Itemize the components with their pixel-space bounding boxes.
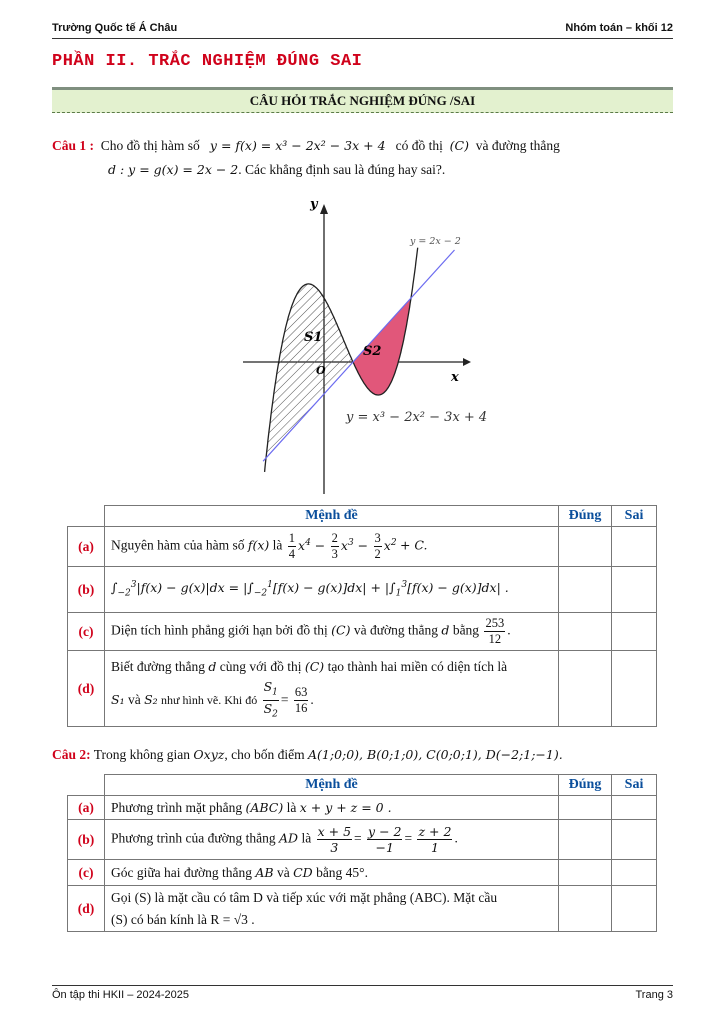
statement-text: Gọi (S) là mặt cầu có tâm D và tiếp xúc với mặt phẳng (ABC). Mặt cầu: [111, 889, 498, 905]
table-row: [68, 860, 657, 886]
false-checkbox-cell[interactable]: [612, 796, 657, 820]
ratio-fraction: $\frac{S_1}{S_2}$: [263, 678, 278, 720]
area-fraction: [484, 616, 505, 647]
row-label: (b): [68, 567, 105, 613]
table-row: [68, 796, 657, 820]
q2-space: Oxyz: [193, 747, 225, 762]
s1-label: S1: [304, 330, 323, 345]
statement-cell: Phương trình của đường thẳng AD là $\frac{x + 5}{3}$ = $\frac{y - 2}{-1}$ = $\frac{z + 2}{1}$ .: [105, 820, 559, 860]
line-label: y = 2x − 2: [410, 236, 461, 247]
statement-text: và: [127, 691, 141, 707]
line-name: AB: [255, 864, 274, 880]
q1-text-d: . Các khẳng định sau là đúng hay sai?.: [238, 162, 446, 177]
origin-label: O: [316, 364, 326, 377]
table-row: [68, 527, 657, 567]
fraction-numerator: 63: [294, 685, 308, 699]
table-row: [68, 567, 657, 613]
page-header: [52, 20, 673, 38]
true-checkbox-cell[interactable]: [559, 886, 612, 932]
row-label: (b): [68, 820, 105, 860]
q1-function: y = f(x) = x³ − 2x² − 3x + 4: [209, 138, 386, 153]
statement-cell: [105, 860, 559, 886]
section-title: PHẦN II. TRẮC NGHIỆM ĐÚNG SAI: [52, 52, 363, 71]
false-checkbox-cell[interactable]: [612, 613, 657, 651]
plane-equation: x + y + z = 0 .: [299, 799, 392, 815]
x-axis-arrow: [463, 358, 471, 366]
fraction-denominator: 16: [294, 701, 308, 715]
header-divider: [52, 38, 673, 39]
statement-cell: [105, 796, 559, 820]
curve-name: (C): [304, 658, 325, 674]
statement-text: Phương trình mặt phẳng: [111, 799, 243, 815]
true-checkbox-cell[interactable]: [559, 796, 612, 820]
statement-text: là: [286, 799, 297, 815]
school-name: Trường Quốc tế Á Châu: [52, 22, 178, 34]
footer-divider: [52, 985, 673, 986]
question-2-label: Câu 2:: [52, 747, 91, 762]
statement-text: và: [276, 864, 290, 880]
line-name: d: [208, 658, 217, 674]
integral-expression: $\int_{-2}^3|f(x) - g(x)|dx = |\int_{-2}^1[f(x) - g(x)]dx| + |\int_1^3[f(x) - g(x)]dx|$ .: [111, 580, 509, 599]
true-checkbox-cell[interactable]: [559, 527, 612, 567]
true-checkbox-cell[interactable]: [559, 860, 612, 886]
question-1-label: Câu 1 :: [52, 138, 95, 153]
statement-text: Biết đường thẳng: [111, 658, 205, 674]
statement-text: Nguyên hàm của hàm số: [111, 537, 245, 553]
row-label: (a): [68, 796, 105, 820]
fraction: $\frac{2}{3}$: [331, 531, 338, 561]
false-checkbox-cell[interactable]: [612, 527, 657, 567]
footer-course: Ôn tập thi HKII – 2024-2025: [52, 989, 189, 1001]
row-label: (d): [68, 651, 105, 727]
fraction: $\frac{z + 2}{1}$: [418, 824, 452, 855]
statement-text: tạo thành hai miền có diện tích là: [327, 658, 508, 674]
line-name: AD: [279, 830, 299, 846]
statement-text: Phương trình của đường thẳng: [111, 830, 276, 846]
question-1-table: [67, 505, 657, 727]
q1-text-b: có đồ thị: [395, 138, 443, 153]
curve-name: (C): [331, 622, 351, 638]
q2-text-2: , cho bốn điểm: [224, 747, 305, 762]
statement-cell: [105, 886, 559, 932]
section-banner: CÂU HỎI TRẮC NGHIỆM ĐÚNG /SAI: [52, 87, 673, 113]
page-number: Trang 3: [635, 989, 673, 1001]
row-label: (c): [68, 613, 105, 651]
table-row: [68, 651, 657, 727]
statement-text: bằng: [452, 622, 480, 638]
y-axis-label: y: [310, 197, 318, 212]
function-graph: [238, 192, 488, 497]
line-name: d: [441, 622, 450, 638]
page-footer: [52, 989, 673, 1005]
fraction: $\frac{x + 5}{3}$: [317, 824, 352, 855]
statement-text: là: [301, 830, 312, 846]
q2-points: A(1;0;0), B(0;1;0), C(0;0;1), D(−2;1;−1).: [308, 747, 563, 762]
statement-text: (S) có bán kính là R = √3 .: [111, 911, 255, 927]
fraction: $\frac{3}{2}$: [374, 531, 381, 561]
statement-cell: Diện tích hình phẳng giới hạn bởi đồ thị (C) và đường thẳng d bằng $\frac{253}{12}$ .: [105, 613, 559, 651]
q1-text-c: và đường thẳng: [475, 138, 560, 153]
area-s2: S₂: [144, 691, 158, 707]
statement-text: cùng với đồ thị: [219, 658, 302, 674]
q2-text: Trong không gian: [93, 747, 191, 762]
false-checkbox-cell[interactable]: [612, 820, 657, 860]
question-1: [52, 134, 673, 182]
header-statement: Mệnh đề: [105, 775, 559, 796]
statement-cell: Biết đường thẳng d cùng với đồ thị (C) tạo thành hai miền có diện tích là S₁ và S₂ như hình vẽ. Khi đó $\frac{S_1}{S_2}$ = $\frac{63}{16}$ .: [105, 651, 559, 727]
plane-name: (ABC): [245, 799, 284, 815]
true-checkbox-cell[interactable]: [559, 820, 612, 860]
y-axis-arrow: [320, 204, 328, 214]
function-name: f(x): [247, 537, 270, 553]
fraction-denominator: 12: [488, 632, 502, 646]
value-fraction: [294, 685, 309, 716]
statement-text: và đường thẳng: [353, 622, 439, 638]
fraction: $\frac{y - 2}{-1}$: [368, 824, 402, 855]
header-false: Sai: [612, 775, 657, 796]
curve-label: y = x³ − 2x² − 3x + 4: [346, 410, 488, 425]
false-checkbox-cell[interactable]: [612, 567, 657, 613]
line-name: CD: [293, 864, 313, 880]
statement-text: Diện tích hình phẳng giới hạn bởi đồ thị: [111, 622, 328, 638]
header-statement: Mệnh đề: [105, 506, 559, 527]
row-label: (c): [68, 860, 105, 886]
false-checkbox-cell[interactable]: [612, 886, 657, 932]
true-checkbox-cell[interactable]: [559, 567, 612, 613]
true-checkbox-cell[interactable]: [559, 651, 612, 727]
x-axis-label: x: [451, 370, 459, 385]
s2-label: S2: [363, 344, 382, 359]
constant-term: + C.: [399, 537, 428, 553]
fraction: $\frac{1}{4}$: [288, 531, 296, 561]
group-name: Nhóm toán – khối 12: [565, 22, 673, 34]
question-2-table: [67, 774, 657, 932]
table-row: [68, 613, 657, 651]
false-checkbox-cell[interactable]: [612, 651, 657, 727]
q1-line: d : y = g(x) = 2x − 2: [108, 162, 239, 177]
header-true: Đúng: [559, 506, 612, 527]
statement-text: là: [272, 537, 283, 553]
table-row: [68, 820, 657, 860]
q1-text: Cho đồ thị hàm số: [100, 138, 200, 153]
statement-cell: [105, 567, 559, 613]
header-false: Sai: [612, 506, 657, 527]
area-s1: S₁: [111, 691, 125, 707]
question-2: [52, 747, 563, 763]
statement-text: Góc giữa hai đường thẳng: [111, 864, 252, 880]
statement-cell: Nguyên hàm của hàm số f(x) là $\frac{1}{4}$ $x^4$ − $\frac{2}{3}$ $x^3$ − $\frac{3}{2}$ $x^2 + C$.: [105, 527, 559, 567]
row-label: (a): [68, 527, 105, 567]
false-checkbox-cell[interactable]: [612, 860, 657, 886]
header-true: Đúng: [559, 775, 612, 796]
region-s1: [266, 284, 353, 458]
statement-text: bằng 45°.: [316, 864, 368, 880]
row-label: (d): [68, 886, 105, 932]
true-checkbox-cell[interactable]: [559, 613, 612, 651]
fraction-numerator: 253: [485, 616, 505, 630]
table-row: [68, 886, 657, 932]
statement-text: như hình vẽ. Khi đó: [161, 692, 258, 707]
q1-curve: (C): [449, 138, 469, 153]
